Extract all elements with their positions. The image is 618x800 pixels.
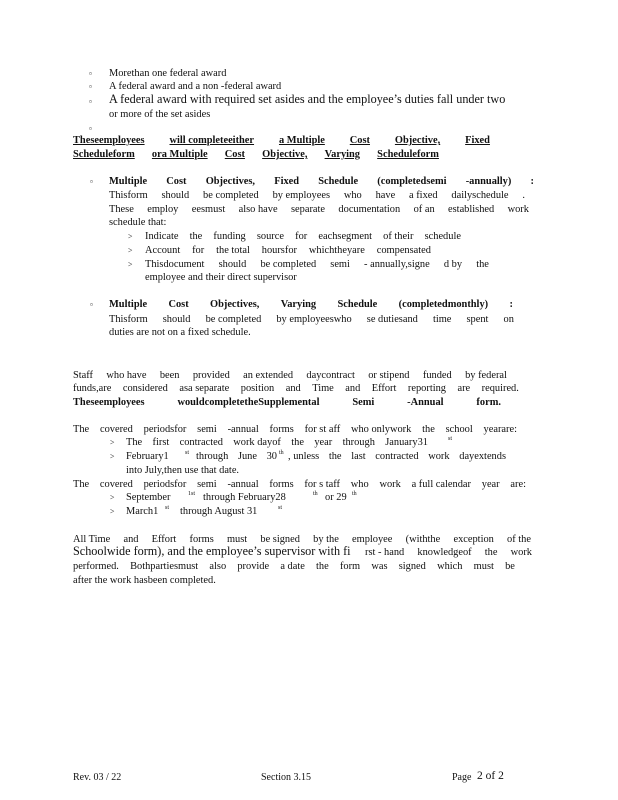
word: the (422, 424, 435, 435)
word: form (339, 561, 361, 572)
word: dailyschedule (451, 190, 509, 201)
word: provided (192, 370, 230, 381)
word: are (457, 383, 471, 394)
word: spent (466, 314, 489, 325)
word: forms (269, 424, 294, 435)
word: periodsfor (143, 479, 187, 490)
word: work (379, 479, 401, 490)
word: by employeeswho (276, 314, 352, 325)
title-word: Cost (166, 176, 187, 187)
bullet-icon: ▫ (89, 82, 92, 91)
fixed-sub-item-3-cont: employee and their direct supervisor (145, 272, 297, 283)
ordinal-suffix: st (165, 505, 170, 511)
word: -annual (227, 479, 259, 490)
heading-word: Varying (324, 149, 361, 160)
word: exception (453, 534, 494, 545)
word: through (342, 437, 375, 448)
staff-line2 (73, 382, 519, 395)
word: funded (422, 370, 452, 381)
bullet-text: A federal award with required set asides and the employee’s duties fall under two (109, 92, 506, 106)
title-word: -annually) (465, 176, 512, 187)
word: year (314, 437, 333, 448)
heading-word: Cost (224, 149, 245, 160)
word: Staff (73, 370, 94, 381)
word: school (445, 424, 473, 435)
word: should (161, 190, 190, 201)
word: Account (145, 245, 181, 256)
fixed-line2 (109, 203, 529, 216)
covered1-item2-start: February1 (126, 451, 169, 462)
word: through (196, 451, 229, 462)
title-word: Fixed (274, 176, 300, 187)
word: of an (413, 204, 435, 215)
word: also have (238, 204, 278, 215)
closing-line3 (73, 560, 515, 573)
title-word: Objectives, (210, 299, 260, 310)
word: are: (510, 479, 526, 490)
word: covered (99, 479, 133, 490)
arrow-bullet-icon: > (110, 493, 115, 502)
title-word: (completedsemi (377, 176, 447, 187)
section-heading-line1 (73, 134, 490, 147)
word: an extended (243, 370, 294, 381)
word: last (351, 451, 366, 462)
word: be completed (203, 190, 259, 201)
heading-word: Scheduleform (73, 149, 135, 160)
word: should (218, 259, 247, 270)
word: the (476, 259, 489, 270)
heading-word: Cost (349, 135, 370, 146)
word: Effort (151, 534, 177, 545)
word: of their (383, 231, 414, 242)
closing-line2-end (365, 546, 532, 559)
fixed-line3: schedule that: (109, 217, 167, 228)
word: d by (443, 259, 463, 270)
word: required. (481, 383, 519, 394)
word: -Annual (407, 397, 444, 408)
word: be completed (260, 259, 317, 270)
word: compensated (376, 245, 431, 256)
word: whichtheyare (308, 245, 365, 256)
word: and (345, 383, 361, 394)
word: funding (213, 231, 246, 242)
fixed-schedule-title (109, 175, 534, 188)
word: se dutiesand (366, 314, 418, 325)
word: Thisdocument (145, 259, 205, 270)
word: year (481, 479, 500, 490)
word: must (473, 561, 494, 572)
word: form. (476, 397, 501, 408)
word: employ (147, 204, 179, 215)
word: contracted (375, 451, 419, 462)
word: a fixed (409, 190, 438, 201)
word: by the (313, 534, 339, 545)
word: eachsegment (318, 231, 373, 242)
word: separate (290, 204, 326, 215)
covered2-item1-tail: or 29 (325, 492, 347, 503)
varying-line2: duties are not on a fixed schedule. (109, 327, 251, 338)
word: , unless (288, 451, 320, 462)
word: contracted (179, 437, 223, 448)
word: be (505, 561, 515, 572)
footer-page-number: 2 of 2 (477, 770, 504, 782)
title-word: Multiple (109, 176, 148, 187)
arrow-bullet-icon: > (128, 260, 133, 269)
bullet-icon: ▫ (89, 124, 92, 133)
title-word: Schedule (337, 299, 378, 310)
word: the total (216, 245, 250, 256)
ordinal-suffix: st (185, 450, 190, 456)
word: for st aff (304, 424, 341, 435)
word: rst - hand (365, 547, 405, 558)
bullet-icon: ▫ (90, 300, 93, 309)
heading-word: Objective, (262, 149, 308, 160)
title-word: (completedmonthly) (398, 299, 489, 310)
title-word: Varying (280, 299, 317, 310)
closing-line4: after the work hasbeen completed. (73, 575, 216, 586)
word: the (189, 231, 203, 242)
word: have (375, 190, 396, 201)
heading-word: Theseemployees (73, 135, 145, 146)
word: work dayof (233, 437, 281, 448)
section-heading-line2 (73, 148, 439, 161)
word: considered (122, 383, 168, 394)
title-word: Cost (168, 299, 189, 310)
word: eesmust (191, 204, 226, 215)
title-word: : (530, 176, 534, 187)
word: first (152, 437, 170, 448)
word: The (73, 424, 90, 435)
word: (withthe (405, 534, 441, 545)
word: periodsfor (143, 424, 187, 435)
heading-word: Fixed (465, 135, 490, 146)
ordinal-suffix: 1st (188, 491, 196, 497)
word: by employees (272, 190, 330, 201)
varying-schedule-title (109, 298, 513, 311)
title-word: Objectives, (205, 176, 256, 187)
word: for (192, 245, 205, 256)
word: or stipend (368, 370, 410, 381)
word: . (522, 190, 525, 201)
word: employee (352, 534, 393, 545)
word: a full calendar (411, 479, 471, 490)
heading-word: Scheduleform (377, 149, 439, 160)
word: who onlywork (350, 424, 412, 435)
word: and (285, 383, 301, 394)
fixed-sub-item-2 (145, 244, 431, 257)
arrow-bullet-icon: > (110, 438, 115, 447)
heading-word: a Multiple (278, 135, 325, 146)
word: January31 (385, 437, 428, 448)
word: Thisform (109, 190, 148, 201)
footer-page-label: Page (452, 772, 472, 783)
word: was (371, 561, 388, 572)
closing-line2-start: Schoolwide form), and the employee’s supervisor with fi (73, 544, 351, 558)
word: the (328, 451, 342, 462)
word: position (240, 383, 275, 394)
word: dayextends (459, 451, 506, 462)
covered2-item2-start: March1 (126, 506, 159, 517)
bullet-icon: ▫ (89, 69, 92, 78)
word: should (162, 314, 191, 325)
word: work (510, 547, 532, 558)
covered1-item2-tail (288, 450, 506, 463)
word: These (109, 204, 134, 215)
word: be completed (205, 314, 262, 325)
covered2-item1-start: September (126, 492, 171, 503)
word: daycontract (306, 370, 355, 381)
bullet-icon: ▫ (90, 177, 93, 186)
word: the (291, 437, 304, 448)
word: Indicate (145, 231, 179, 242)
word: -annual (227, 424, 259, 435)
word: semi (330, 259, 350, 270)
varying-line1 (109, 313, 514, 326)
word: been (159, 370, 180, 381)
covered1-item2-mid (196, 450, 277, 463)
word: Thisform (109, 314, 148, 325)
word: source (256, 231, 284, 242)
word: the (316, 561, 329, 572)
word: for (295, 231, 308, 242)
ordinal-suffix: th (279, 450, 284, 456)
covered2-intro (73, 478, 526, 491)
covered2-item1-mid: through February28 (203, 492, 286, 503)
ordinal-suffix: st (448, 436, 453, 442)
title-word: : (509, 299, 513, 310)
heading-word: ora Multiple (151, 149, 208, 160)
fixed-line1 (109, 189, 525, 202)
word: yearare: (483, 424, 517, 435)
word: The (126, 437, 143, 448)
fixed-sub-item-1 (145, 230, 461, 243)
word: which (437, 561, 463, 572)
word: reporting (407, 383, 446, 394)
word: performed. (73, 561, 119, 572)
staff-line1 (73, 369, 507, 382)
fixed-sub-item-3 (145, 258, 489, 271)
ordinal-suffix: st (278, 505, 283, 511)
covered1-item1 (126, 436, 428, 449)
covered1-item2-cont: into July,then use that date. (126, 465, 240, 476)
heading-word: will completeeither (169, 135, 255, 146)
word: provide (237, 561, 270, 572)
word: must (226, 534, 248, 545)
word: semi (197, 479, 217, 490)
word: and (123, 534, 139, 545)
word: funds,are (73, 383, 112, 394)
footer-section: Section 3.15 (261, 772, 311, 783)
ordinal-suffix: th (313, 491, 318, 497)
word: time (432, 314, 452, 325)
footer-revision: Rev. 03 / 22 (73, 772, 122, 783)
arrow-bullet-icon: > (128, 246, 133, 255)
arrow-bullet-icon: > (110, 507, 115, 516)
word: The (73, 479, 90, 490)
word: - annually,signe (364, 259, 430, 270)
word: Bothpartiesmust (130, 561, 199, 572)
word: schedule (424, 231, 461, 242)
word: documentation (338, 204, 401, 215)
word: hoursfor (261, 245, 297, 256)
word: who (343, 190, 362, 201)
bullet-icon: ▫ (89, 97, 92, 106)
word: Effort (371, 383, 397, 394)
ordinal-suffix: th (352, 491, 357, 497)
bullet-text: A federal award and a non -federal award (109, 81, 282, 92)
arrow-bullet-icon: > (128, 232, 133, 241)
arrow-bullet-icon: > (110, 452, 115, 461)
word: All Time (73, 534, 111, 545)
word: work (428, 451, 450, 462)
word: covered (99, 424, 133, 435)
word: who (350, 479, 369, 490)
heading-word: Objective, (394, 135, 441, 146)
word: 30 (266, 451, 277, 462)
word: signed (398, 561, 426, 572)
staff-line3 (73, 396, 501, 409)
word: work (507, 204, 529, 215)
word: the (484, 547, 498, 558)
word: also (209, 561, 227, 572)
word: Semi (352, 397, 375, 408)
word: on (503, 314, 514, 325)
title-word: Schedule (318, 176, 359, 187)
word: June (237, 451, 257, 462)
word: be signed (260, 534, 300, 545)
word: knowledgeof (417, 547, 472, 558)
word: Time (312, 383, 334, 394)
bullet-text: Morethan one federal award (109, 68, 227, 79)
word: established (448, 204, 495, 215)
word: wouldcompletetheSupplemental (177, 397, 320, 408)
title-word: Multiple (109, 299, 148, 310)
word: of the (507, 534, 531, 545)
word: by federal (465, 370, 507, 381)
word: forms (269, 479, 294, 490)
bullet-text-cont: or more of the set asides (109, 109, 211, 120)
word: semi (197, 424, 217, 435)
covered2-item2-mid: through August 31 (180, 506, 258, 517)
word: forms (189, 534, 214, 545)
word: Theseemployees (73, 397, 145, 408)
word: who have (106, 370, 147, 381)
word: a date (280, 561, 305, 572)
word: asa separate (179, 383, 230, 394)
word: for s taff (304, 479, 340, 490)
